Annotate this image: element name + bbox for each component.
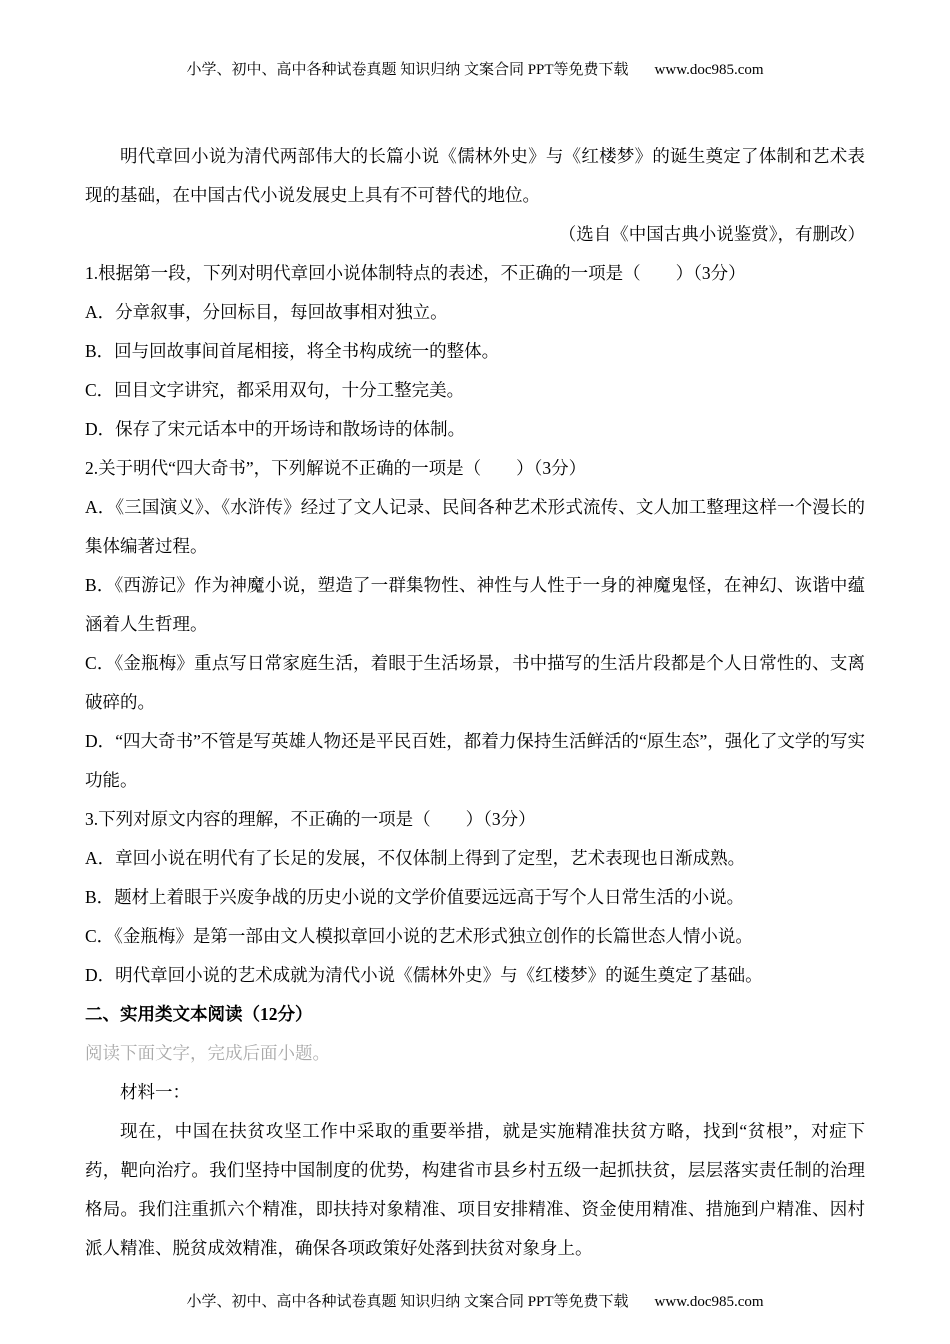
question-1-option-b: B．回与回故事间首尾相接，将全书构成统一的整体。: [85, 341, 500, 361]
question-2-stem: 2.关于明代“四大奇书”，下列解说不正确的一项是（ ）（3分）: [85, 458, 587, 478]
question-1-option-d: D．保存了宋元话本中的开场诗和散场诗的体制。: [85, 419, 466, 439]
question-1-option-a: A．分章叙事，分回标目，每回故事相对独立。: [85, 302, 448, 322]
question-1-option-c: C．回目文字讲究，都采用双句，十分工整完美。: [85, 380, 465, 400]
question-3-option-a: A．章回小说在明代有了长足的发展，不仅体制上得到了定型，艺术表现也日渐成熟。: [85, 848, 746, 868]
question-2-option-b: B．《西游记》作为神魔小说，塑造了一群集物性、神性与人性于一身的神魔鬼怪，在神幻、诙谐中蕴涵着人生哲理。: [85, 575, 865, 634]
question-2-option-d: D．“四大奇书”不管是写英雄人物还是平民百姓，都着力保持生活鲜活的“原生态”，强化了文学的写实功能。: [85, 731, 865, 790]
document-body: [85, 137, 865, 1268]
intro-paragraph: 明代章回小说为清代两部伟大的长篇小说《儒林外史》与《红楼梦》的诞生奠定了体制和艺术表现的基础，在中国古代小说发展史上具有不可替代的地位。: [85, 146, 865, 205]
footer-site-url: www.doc985.com: [654, 1294, 764, 1310]
material-1-paragraph: 现在，中国在扶贫攻坚工作中采取的重要举措，就是实施精准扶贫方略，找到“贫根”，对症下药，靶向治疗。我们坚持中国制度的优势，构建省市县乡村五级一起抓扶贫，层层落实责任制的治理格局。我们注重抓六个精准，即扶持对象精准、项目安排精准、资金使用精准、措施到户精准、因村派人精准、脱贫成效精准，确保各项政策好处落到扶贫对象身上。: [85, 1121, 865, 1258]
question-2-option-a: A．《三国演义》、《水浒传》经过了文人记录、民间各种艺术形式流传、文人加工整理这样一个漫长的集体编著过程。: [85, 497, 865, 556]
question-3-stem: 3.下列对原文内容的理解，不正确的一项是（ ）（3分）: [85, 809, 536, 829]
page-header: [0, 60, 950, 80]
question-3-option-c: C．《金瓶梅》是第一部由文人模拟章回小说的艺术形式独立创作的长篇世态人情小说。: [85, 926, 753, 946]
section-2-instruction: 阅读下面文字，完成后面小题。: [85, 1043, 330, 1063]
footer-site-text: 小学、初中、高中各种试卷真题 知识归纳 文案合同 PPT等免费下载: [186, 1294, 629, 1310]
question-2-option-c: C．《金瓶梅》重点写日常家庭生活，着眼于生活场景，书中描写的生活片段都是个人日常性的、支离破碎的。: [85, 653, 865, 712]
question-3-option-d: D．明代章回小说的艺术成就为清代小说《儒林外史》与《红楼梦》的诞生奠定了基础。: [85, 965, 763, 985]
page-footer: [0, 1292, 950, 1312]
header-site-url: www.doc985.com: [654, 62, 764, 78]
material-1-label: 材料一：: [120, 1082, 190, 1102]
section-2-title: 二、实用类文本阅读（12分）: [85, 1004, 313, 1024]
header-site-text: 小学、初中、高中各种试卷真题 知识归纳 文案合同 PPT等免费下载: [186, 62, 629, 78]
question-3-option-b: B．题材上着眼于兴废争战的历史小说的文学价值要远远高于写个人日常生活的小说。: [85, 887, 745, 907]
question-1-stem: 1.根据第一段，下列对明代章回小说体制特点的表述，不正确的一项是（ ）（3分）: [85, 263, 746, 283]
source-attribution: （选自《中国古典小说鉴赏》，有删改）: [558, 224, 865, 244]
